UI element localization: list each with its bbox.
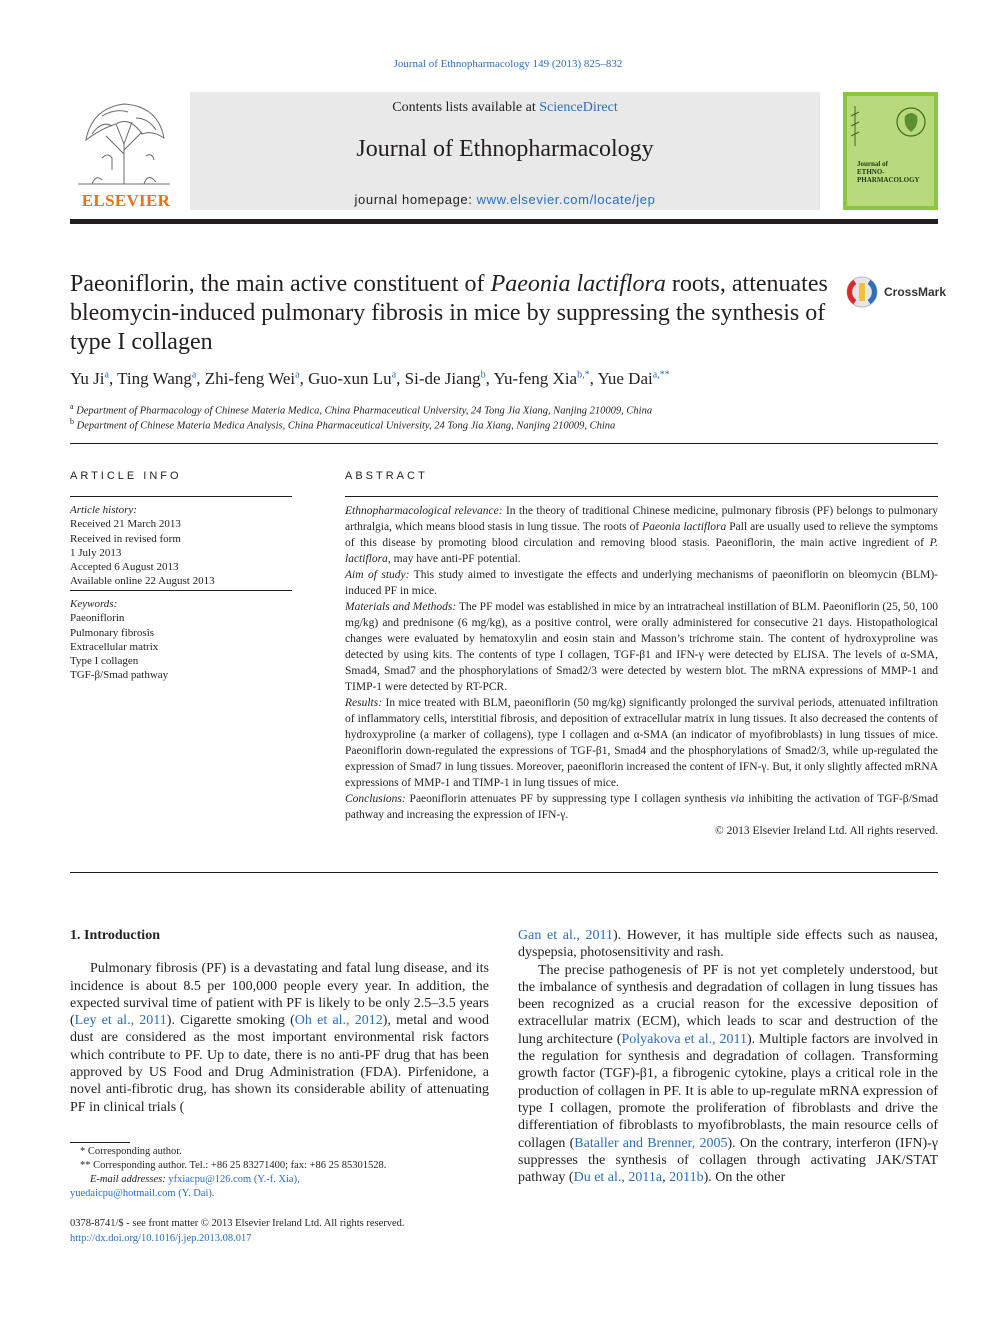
elsevier-logo[interactable] — [70, 92, 182, 210]
body-text: ). On the contrary, interferon (IFN)-γ suppresses the synthesis of collagen through activating JAK/STAT pathway ( — [518, 1135, 938, 1186]
reference-link[interactable]: Polyakova et al., 2011 — [621, 1031, 747, 1047]
affiliation-mark: a — [70, 402, 74, 411]
abstract-text: The PF model was established in mice by an intratracheal instillation of BLM. Paeoniflorin (25, 50, 100 mg/kg) and prednisone (6 mg/kg), as a positive control, were orally administered for consecutive 21 days. Histopathological changes were evaluated by hematoxylin and eosin stain and Masson’s trichrome stain. The content of hydroxyproline was detected by using kits. The contents of type I collagen, TGF-β1 and IFN-γ were detected by ELISA. The levels of α-SMA, Smad4, Smad7 and the phosphorylations of Smad2/3 were detected by western blot. The mRNA expressions of MMP-1 and TIMP-1 were detected by RT-PCR. — [345, 601, 938, 693]
abstract-bottom-rule — [70, 872, 938, 873]
email-label: E-mail addresses: — [90, 1174, 169, 1185]
affiliation-mark: b — [70, 417, 74, 426]
footnotes — [70, 1145, 490, 1201]
history-item: 1 July 2013 — [70, 546, 122, 559]
abstract-rule — [345, 496, 938, 497]
reference-link[interactable]: Bataller and Brenner, 2005 — [574, 1135, 728, 1151]
article-info-rule — [70, 496, 292, 497]
body-column-left — [70, 927, 489, 1116]
abstract-results — [345, 695, 938, 791]
abstract-copyright: © 2013 Elsevier Ireland Ltd. All rights reserved. — [714, 825, 938, 837]
article-info-heading: ARTICLE INFO — [70, 470, 182, 482]
title-part-1: Paeoniflorin, the main active constituent of — [70, 271, 491, 297]
homepage-prefix: journal homepage: — [354, 192, 477, 207]
author-affil-mark[interactable]: a — [391, 369, 397, 381]
keyword: Pulmonary fibrosis — [70, 626, 155, 639]
abstract-text: In the theory of traditional Chinese medicine, pulmonary fibrosis (PF) belongs to pulmonary arthralgia, which means blood stasis in lung tissue. The roots of — [345, 505, 938, 533]
author-name: Yue Dai — [597, 369, 653, 388]
abstract-species: Paeonia lactiflora — [642, 521, 727, 533]
intro-paragraph-2 — [518, 962, 938, 1187]
article-history — [70, 503, 300, 589]
affiliation-text: Department of Pharmacology of Chinese Materia Medica, China Pharmaceutical University, 24 Tong Jia Xiang, Nanjing 210009, China — [76, 405, 653, 417]
keyword: Paeoniflorin — [70, 612, 125, 625]
keyword: Extracellular matrix — [70, 640, 159, 653]
contents-prefix: Contents lists available at — [392, 100, 540, 115]
keywords-list — [70, 597, 300, 683]
email-link[interactable]: yfxiacpu@126.com (Y.-f. Xia), — [168, 1174, 300, 1185]
email-link[interactable]: yuedaicpu@hotmail.com (Y. Dai). — [70, 1188, 215, 1199]
footnote-rule — [70, 1142, 130, 1143]
affiliation-text: Department of Chinese Materia Medica Analysis, China Pharmaceutical University, 24 Tong Jia Xiang, Nanjing 210009, China — [76, 420, 616, 432]
reference-link[interactable]: 2011b — [669, 1170, 704, 1186]
body-text: The precise pathogenesis of PF is not yet completely understood, but the imbalance of synthesis and degradation of collagen in lung tissues has been recognized as a crucial reason for the excessive deposition of extracellular matrix (ECM), which leads to scar and destruction of the lung architecture ( — [518, 962, 938, 1047]
author[interactable] — [494, 369, 590, 388]
masthead — [70, 92, 938, 212]
author[interactable] — [205, 369, 300, 388]
abstract-text: , may have anti-PF potential. — [387, 553, 521, 565]
author-affil-mark[interactable]: b,* — [577, 369, 590, 381]
crossmark-icon — [846, 276, 878, 308]
body-text: ). On the other — [703, 1170, 786, 1186]
body-text: , — [662, 1170, 670, 1186]
author-affil-mark[interactable]: a — [295, 369, 300, 381]
history-item: Available online 22 August 2013 — [70, 575, 215, 588]
author-name: Guo-xun Lu — [308, 369, 392, 388]
masthead-rule — [70, 219, 938, 224]
abstract-label: Ethnopharmacological relevance: — [345, 505, 503, 517]
abstract-text: This study aimed to investigate the effects and underlying mechanisms of paeoniflorin on bleomycin (BLM)-induced PF in mice. — [345, 569, 938, 597]
author-list: Yu Ji$^a$, Ting Wang$^a$, Zhi-feng Wei$^a$, Guo-xun Lu$^a$, Si-de Jiang$^b$, Yu-feng Xia$^{b,*}$, Yue Dai$^{a,**}$ — [70, 369, 670, 388]
title-species: Paeonia lactiflora — [490, 271, 666, 297]
footnote-corresponding-2: ** Corresponding author. Tel.: +86 25 83271400; fax: +86 25 85301528. — [80, 1160, 387, 1171]
footnote-emails — [70, 1173, 490, 1187]
abstract-aim — [345, 567, 938, 599]
body-text: ). However, it has multiple side effects such as nausea, dyspepsia, photosensitivity and rash. — [518, 928, 938, 961]
title-part-2: roots, attenuates bleomycin-induced pulmonary fibrosis in mice by suppressing the synthesis of type I collagen — [70, 271, 828, 355]
abstract-text: Pall are usually used to relieve the symptoms of this disease by promoting blood circulation and removing blood stasis. Paeoniflorin, the main active ingredient of — [345, 521, 938, 549]
footnote-emails-continued — [70, 1187, 490, 1201]
article-title — [70, 270, 830, 357]
abstract-body — [345, 503, 938, 839]
cover-panel — [847, 96, 934, 206]
keyword: Type I collagen — [70, 655, 139, 668]
author[interactable] — [405, 369, 486, 388]
author-affil-mark[interactable]: a — [191, 369, 197, 381]
abstract-text: In mice treated with BLM, paeoniflorin (50 mg/kg) significantly prolonged the survival periods, attenuated infiltration of inflammatory cells, interstitial fibrosis, and deposition of extracellular matrix in lung tissues. It also decreased the contents of hydroxyproline (a marker of collagens), type I collagen and α-SMA (an indicator of myofibroblasts) in lung tissues of mice. Paeoniflorin down-regulated the expressions of TGF-β1, Smad4 and the phosphorylations of Smad2/3, while up-regulated the expression of Smad7 in lung tissues. Moreover, paeoniflorin increased the content of IFN-γ. But, it only slightly affected mRNA expressions of MMP-1 and TIMP-1 in lung tissues of mice. — [345, 697, 938, 789]
author-affil-mark[interactable]: b — [480, 369, 486, 381]
author[interactable] — [117, 369, 196, 388]
elsevier-tree-icon — [72, 94, 176, 186]
cover-title: Journal of ETHNO-PHARMACOLOGY — [857, 160, 920, 184]
author-affil-mark[interactable]: a,** — [652, 369, 670, 381]
abstract-label: Materials and Methods: — [345, 601, 457, 613]
footnote-corresponding-1: * Corresponding author. — [80, 1146, 182, 1157]
journal-name: Journal of Ethnopharmacology — [356, 136, 654, 162]
author-name: Zhi-feng Wei — [204, 369, 296, 388]
reference-link[interactable]: Gan et al., 2011 — [518, 928, 613, 943]
journal-cover-thumbnail[interactable] — [843, 92, 938, 210]
abstract-label: Results: — [345, 697, 383, 709]
abstract-label: Conclusions: — [345, 793, 406, 805]
body-text: ). Cigarette smoking ( — [166, 1013, 295, 1029]
affiliation-a — [70, 402, 930, 417]
abstract-methods — [345, 599, 938, 695]
doi-link[interactable]: http://dx.doi.org/10.1016/j.jep.2013.08.017 — [70, 1233, 252, 1244]
author[interactable] — [70, 369, 109, 388]
reference-link[interactable]: Oh et al., 2012 — [294, 1013, 383, 1029]
journal-citation[interactable]: Journal of Ethnopharmacology 149 (2013) 825–832 — [393, 58, 623, 70]
history-item: Received 21 March 2013 — [70, 518, 181, 531]
crossmark-label: CrossMark — [884, 285, 947, 299]
body-column-right — [518, 927, 938, 1186]
reference-link[interactable]: Ley et al., 2011 — [74, 1013, 167, 1029]
author-name: Si-de Jiang — [404, 369, 481, 388]
history-item: Accepted 6 August 2013 — [70, 561, 179, 574]
keywords-divider — [70, 590, 292, 591]
author-name: Yu-feng Xia — [493, 369, 578, 388]
abstract-relevance — [345, 503, 938, 567]
sciencedirect-link[interactable]: ScienceDirect — [539, 100, 618, 115]
abstract-label: Aim of study: — [345, 569, 410, 581]
intro-paragraph-1 — [70, 960, 489, 1116]
author[interactable] — [597, 369, 669, 388]
intro-paragraph-1-continued — [518, 927, 938, 962]
body-text: ), metal and wood dust are considered as the most important environmental risk factors which contribute to PF. Up to date, there is no anti-PF drug that has been approved by US Food and Drug Administration (FDA). Pirfenidone, a novel anti-fibrotic drug, has shown its considerable ability of attenuating PF in clinical trials ( — [70, 1013, 489, 1115]
journal-header-box — [190, 92, 820, 210]
abstract-species: P. lactiflora — [345, 537, 938, 565]
abstract-conclusions — [345, 791, 938, 823]
crossmark-badge[interactable] — [846, 276, 946, 310]
abstract-text: inhibiting the activation of TGF-β/Smad pathway and increasing the expression of IFN-γ. — [345, 793, 938, 821]
header-divider — [70, 443, 938, 444]
homepage-link[interactable]: www.elsevier.com/locate/jep — [476, 192, 656, 207]
abstract-text: Paeoniflorin attenuates PF by suppressing type I collagen synthesis — [405, 793, 731, 805]
author-affil-mark[interactable]: a — [104, 369, 109, 381]
history-item: Received in revised form — [70, 532, 181, 545]
body-text: ). Multiple factors are involved in the regulation for synthesis and degradation of collagen. Transforming growth factor (TGF)-β1, a fibrogenic cytokine, plays a critical role in the production of collagen in PF. It is able to up-regulate mRNA expression of type I collagen, promote the proliferation of fibroblasts and drive the differentiation of fibroblasts to myofibroblasts, the main resource cells of collagen ( — [518, 1031, 938, 1151]
body-text: Pulmonary fibrosis (PF) is a devastating and fatal lung disease, and its incidence is about 8.5 per 100,000 people every year. In addition, the expected survival time of patient with PF is likely to be only 2.5–3.5 years ( — [70, 961, 489, 1029]
cover-illustration-icon — [847, 96, 934, 156]
keywords-label: Keywords: — [70, 598, 118, 610]
contents-line — [190, 100, 820, 116]
issn-line: 0378-8741/$ - see front matter © 2013 Elsevier Ireland Ltd. All rights reserved. — [70, 1218, 405, 1229]
homepage-line — [190, 192, 820, 207]
abstract-italic: via — [730, 793, 745, 805]
section-heading-introduction: 1. Introduction — [70, 928, 160, 943]
affiliation-b — [70, 417, 930, 432]
keyword: TGF-β/Smad pathway — [70, 669, 169, 682]
page-footer — [70, 1216, 490, 1246]
elsevier-wordmark: ELSEVIER — [81, 191, 171, 210]
author-name: Yu Ji — [70, 369, 105, 388]
history-label: Article history: — [70, 504, 137, 516]
author[interactable] — [308, 369, 396, 388]
abstract-heading: ABSTRACT — [345, 470, 428, 482]
reference-link[interactable]: Du et al., 2011a — [573, 1170, 663, 1186]
author-name: Ting Wang — [117, 369, 192, 388]
